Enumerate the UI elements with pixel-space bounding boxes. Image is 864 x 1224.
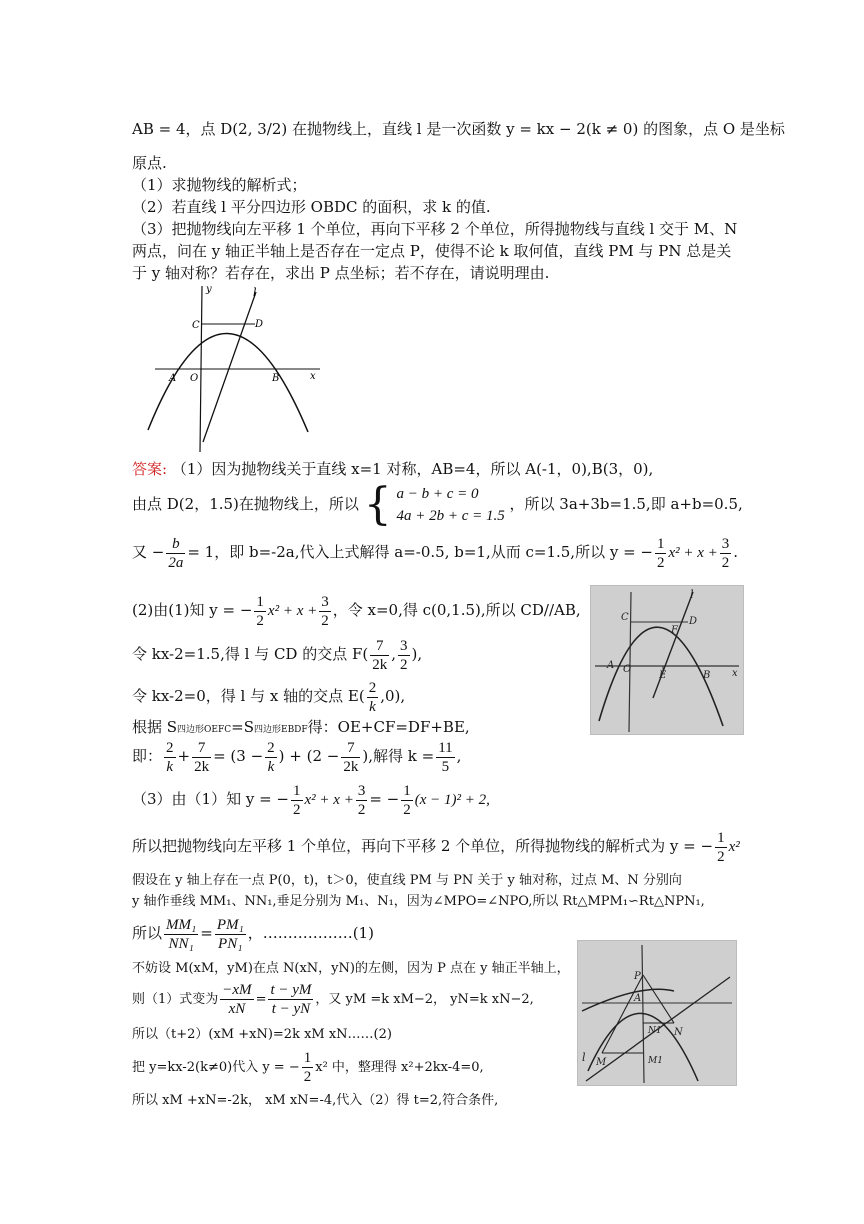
c1-f1n: 1	[293, 782, 301, 799]
c9-end: x² 中，整理得 x²+2kx-4=0,	[315, 1060, 484, 1075]
b5-f1n: 2	[166, 739, 174, 756]
a3-f1-den: 2	[656, 554, 665, 571]
part2-line-1	[132, 590, 581, 631]
b3-end: ,0),	[380, 687, 406, 705]
fig2-label-F: F	[671, 625, 678, 636]
b4-eq: =S	[231, 718, 254, 736]
c1-f3d: 2	[403, 801, 411, 818]
b5-f4n: 7	[341, 739, 360, 758]
a3-post: x² + x +	[668, 545, 718, 561]
parabola-figure-2	[591, 586, 743, 734]
part3-line-5	[132, 910, 374, 956]
answer-1-text: （1）因为抛物线关于直线 x=1 对称，AB=4，所以 A(-1，0),B(3，0),	[171, 460, 654, 478]
fig3-label-P: P	[634, 971, 641, 982]
a3-frac-den: 2a	[168, 554, 184, 571]
c2-pre: 所以把抛物线向左平移 1 个单位，再向下平移 2 个单位，所得抛物线的解析式为 y = −	[132, 837, 714, 855]
b3-d: k	[369, 698, 376, 715]
question-3-line-3: 于 y 轴对称？若存在，求出 P 点坐标；若不存在，请说明理由.	[132, 264, 550, 282]
question-3-line-1: （3）把抛物线向左平移 1 个单位，再向下平移 2 个单位，所得抛物线与直线 l 交于 M、N	[132, 220, 738, 238]
b2-sep: ,	[391, 645, 397, 663]
c5-d2: PN₁	[218, 935, 243, 952]
part3-line-8: 所以（t+2）(xM +xN)=2k xM xN……(2)	[132, 1027, 392, 1042]
a3-mid: = 1，即 b=-2a,代入上式解得 a=-0.5, b=1,从而 c=1.5,所以 y = −	[187, 543, 653, 561]
a3-f2-den: 2	[721, 554, 730, 571]
c9-pre: 把 y=kx-2(k≠0)代入 y = −	[132, 1060, 300, 1075]
fig3-label-M1: M1	[648, 1056, 663, 1066]
c5-d1: NN₁	[168, 935, 194, 952]
fig2-label-A: A	[607, 660, 615, 671]
answer-line-2	[132, 479, 743, 530]
b5-kd: 5	[441, 758, 450, 775]
figure-2-photo	[590, 585, 744, 735]
c1-mid: x² + x +	[304, 792, 354, 808]
fig3-label-N1: N1	[648, 1026, 662, 1036]
fig2-label-D: D	[689, 616, 698, 627]
fig3-label-A: A	[634, 993, 642, 1004]
part3-line-9	[132, 1048, 484, 1088]
b1-f1-den: 2	[256, 612, 264, 629]
question-2: （2）若直线 l 平分四边形 OBDC 的面积，求 k 的值.	[132, 198, 491, 216]
a3-f1-num: 1	[656, 535, 665, 552]
b5-f1d: k	[166, 758, 174, 775]
b5-pre: 即：	[132, 747, 163, 765]
b2-d2: 2	[400, 656, 408, 673]
b5-mid2: ) + (2 −	[278, 747, 340, 765]
c1-f3n: 1	[403, 782, 411, 799]
c1-end: (x − 1)² + 2,	[414, 792, 490, 808]
a3-end: .	[733, 543, 739, 561]
b5-kn: 11	[438, 739, 453, 756]
fig3-label-l: l	[582, 1051, 586, 1064]
b4-pre: 根据 S	[132, 718, 178, 736]
part2-line-3	[132, 676, 405, 716]
b5-f3d: k	[267, 758, 275, 775]
c7-d2: t − yN	[271, 1001, 311, 1017]
c2-fd: 2	[717, 848, 725, 865]
fig1-label-C: C	[192, 320, 200, 331]
fig1-label-l: l	[253, 286, 257, 299]
figure-3-photo	[577, 940, 737, 1086]
part3-line-2	[132, 826, 740, 867]
answer-label: 答案:	[132, 460, 168, 478]
a3-pre: 又 −	[132, 543, 165, 561]
b3-pre: 令 kx-2=0，得 l 与 x 轴的交点 E(	[132, 687, 365, 705]
question-1: （1）求抛物线的解析式；	[132, 176, 307, 194]
a3-frac-num: b	[166, 535, 185, 554]
answer-line-1	[132, 458, 653, 480]
system-eq-1: a − b + c = 0	[396, 486, 479, 502]
answer-2-post: ，所以 3a+3b=1.5,即 a+b=0.5,	[509, 495, 743, 513]
b5-f2n: 7	[192, 739, 211, 758]
c5-end: ，………………(1)	[247, 924, 374, 942]
part3-line-10: 所以 xM +xN=-2k， xM xN=-4,代入（2）得 t=2,符合条件,	[132, 1093, 499, 1108]
answer-line-3	[132, 532, 738, 573]
b3-n: 2	[368, 679, 377, 696]
problem-line-1: AB = 4，点 D(2, 3/2) 在抛物线上，直线 l 是一次函数 y = kx − 2(k ≠ 0) 的图象，点 O 是坐标	[132, 120, 785, 138]
b1-f1-num: 1	[256, 593, 264, 610]
b4-sub2: 四边形EBDF	[254, 725, 308, 735]
b2-pre: 令 kx-2=1.5,得 l 与 CD 的交点 F(	[132, 645, 369, 663]
part2-line-5: 即： $\frac{2}{k}$ + $\frac{7}{2k}$ = (3 − $\frac{2}{k}$ ) + (2 − $\frac{7}{2k}$ ),解得 k = $\frac{11}{5}$ ,	[132, 739, 462, 775]
c7-pre: 则（1）式变为	[132, 992, 219, 1007]
fig3-label-M: M	[596, 1057, 607, 1068]
part3-line-6: 不妨设 M(xM，yM)在点 N(xN，yN)的左侧，因为 P 点在 y 轴正半轴上，	[132, 961, 570, 976]
a3-f2-num: 3	[721, 535, 730, 552]
b5-mid3: ),解得 k =	[362, 747, 435, 765]
c1-f2n: 3	[357, 782, 366, 799]
c5-pre: 所以	[132, 924, 163, 942]
fig2-label-E: E	[659, 670, 667, 681]
b1-f2-num: 3	[321, 593, 329, 610]
b5-f2d: 2k	[194, 758, 210, 775]
question-3-line-2: 两点，问在 y 轴正半轴上是否存在一定点 P，使得不论 k 取何值，直线 PM 与 PN 总是关	[132, 242, 732, 260]
b4-sub1: 四边形OEFC	[177, 725, 232, 735]
b1-post: x² + x +	[267, 603, 318, 619]
c1-mid2: = −	[369, 790, 400, 808]
b2-end: ),	[411, 645, 423, 663]
part3-line-1	[132, 779, 490, 820]
b2-n2: 3	[400, 637, 408, 654]
fig2-label-O: O	[623, 664, 632, 675]
fig1-label-A: A	[169, 373, 177, 384]
b5-mid: = (3 −	[213, 747, 264, 765]
c2-fn: 1	[717, 829, 725, 846]
c5-n2: PM₁	[216, 916, 244, 933]
fig2-label-x: x	[732, 668, 738, 679]
c1-f2d: 2	[357, 801, 366, 818]
part3-line-7	[132, 978, 534, 1022]
b5-f4d: 2k	[343, 758, 359, 775]
fig1-label-y: y	[206, 284, 212, 295]
parabola-figure-1	[140, 282, 330, 454]
c9-fn: 1	[303, 1050, 312, 1066]
part3-line-3: 假设在 y 轴上存在一点 P(0，t)，t＞0，使直线 PM 与 PN 关于 y 轴对称，过点 M、N 分别向	[132, 873, 682, 888]
b5-end: ,	[456, 747, 462, 765]
c9-fd: 2	[303, 1069, 312, 1085]
c1-f1d: 2	[293, 801, 301, 818]
c7-n2: t − yM	[270, 982, 312, 998]
c5-eq: =	[200, 924, 213, 942]
answer-2-pre: 由点 D(2，1.5)在抛物线上，所以	[132, 495, 359, 513]
system-brace: {	[363, 479, 392, 530]
b1-end: ，令 x=0,得 c(0,1.5),所以 CD//AB,	[332, 601, 581, 619]
c7-eq: =	[255, 992, 267, 1007]
system-eq-2: 4a + 2b + c = 1.5	[396, 508, 505, 524]
b1-pre: (2)由(1)知 y = −	[132, 601, 253, 619]
problem-line-2: 原点.	[132, 154, 167, 172]
c2-end: x²	[728, 839, 740, 855]
part3-line-4: y 轴作垂线 MM₁、NN₁,垂足分别为 M₁、N₁，因为∠MPO=∠NPO,所以 Rt△MPM₁∽Rt△NPN₁,	[132, 894, 705, 909]
c5-n1: MM₁	[166, 916, 197, 933]
c7-d1: xN	[228, 1001, 246, 1017]
part2-line-2	[132, 634, 422, 674]
parabola-figure-3	[578, 941, 736, 1085]
fig2-label-B: B	[703, 670, 711, 681]
fig3-label-N: N	[674, 1027, 683, 1038]
b5-f3n: 2	[267, 739, 275, 756]
b2-n1: 7	[370, 637, 389, 656]
fig1-label-x: x	[310, 371, 316, 382]
fig1-label-B: B	[272, 373, 280, 384]
b1-f2-den: 2	[321, 612, 329, 629]
b2-d1: 2k	[372, 656, 388, 673]
fig1-label-O: O	[190, 373, 199, 384]
c1-pre: （3）由（1）知 y = −	[132, 790, 290, 808]
fig1-label-D: D	[255, 319, 264, 330]
fig2-label-C: C	[621, 612, 629, 623]
fig2-label-l: l	[690, 588, 694, 601]
c7-n1: −xM	[222, 982, 252, 998]
b4-end: 得：OE+CF=DF+BE,	[307, 718, 470, 736]
c7-end: ，又 yM =k xM−2， yN=k xN−2,	[315, 992, 534, 1007]
